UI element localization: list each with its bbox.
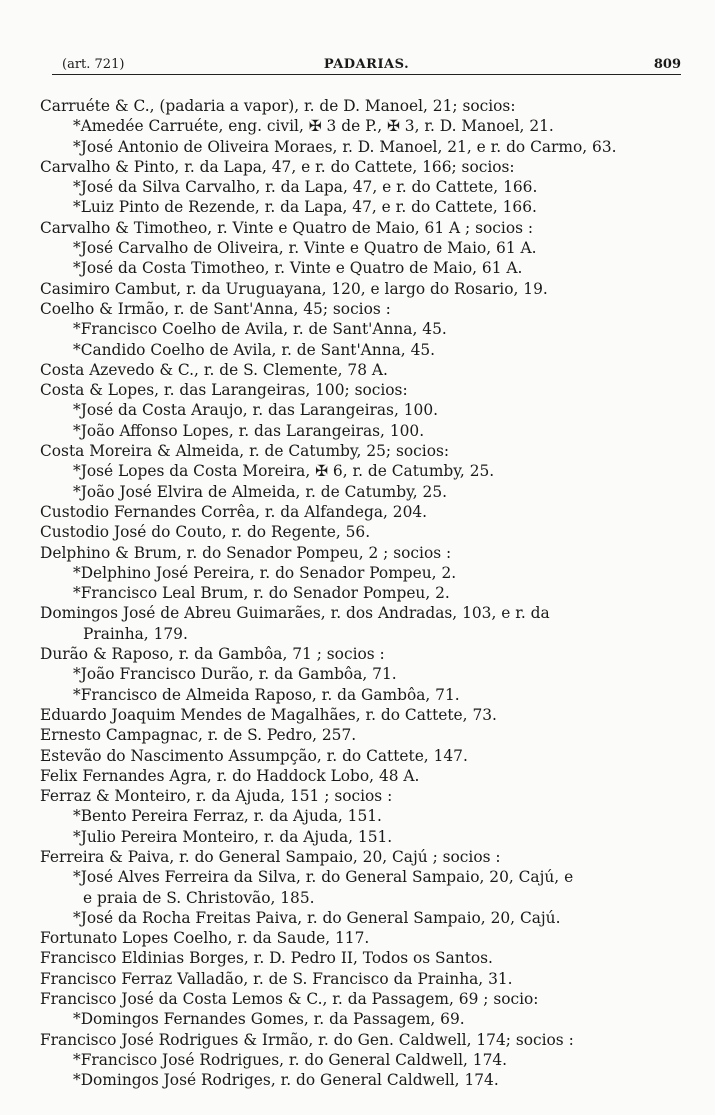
entry-detail-line: *Francisco José Rodrigues, r. do General Caldwell, 174. (73, 1050, 508, 1069)
entry-detail-line: *João Affonso Lopes, r. das Larangeiras, 100. (73, 421, 425, 440)
entry-detail-line: *José da Costa Araujo, r. das Larangeiras, 100. (73, 401, 439, 420)
entry-detail-line: *José da Rocha Freitas Paiva, r. do General Sampaio, 20, Cajú. (73, 908, 561, 927)
entry-detail-line: *Amedée Carruéte, eng. civil, ✠ 3 de P., ✠ 3, r. D. Manoel, 21. (73, 117, 554, 136)
entry-line: Costa Moreira & Almeida, r. de Catumby, 25; socios: (40, 442, 450, 461)
entry-line: Felix Fernandes Agra, r. do Haddock Lobo, 48 A. (40, 766, 420, 785)
entry-detail-line: *Luiz Pinto de Rezende, r. da Lapa, 47, e r. do Cattete, 166. (73, 198, 537, 217)
entry-detail-line: *João Francisco Durão, r. da Gambôa, 71. (73, 665, 397, 684)
entry-line: Domingos José de Abreu Guimarães, r. dos Andradas, 103, e r. da (40, 604, 550, 623)
entry-line: Costa Azevedo & C., r. de S. Clemente, 78 A. (40, 360, 388, 379)
entry-detail-line: *José da Silva Carvalho, r. da Lapa, 47, e r. do Cattete, 166. (73, 178, 538, 197)
entry-detail-line: *José Alves Ferreira da Silva, r. do General Sampaio, 20, Cajú, e (73, 868, 574, 887)
page-number: 809 (653, 57, 681, 72)
entry-line: Carvalho & Timotheo, r. Vinte e Quatro de Maio, 61 A ; socios : (40, 218, 534, 237)
entry-detail-line: *João José Elvira de Almeida, r. de Catumby, 25. (73, 482, 448, 501)
article-reference: (art. 721) (62, 57, 125, 72)
entry-detail-line: *Francisco de Almeida Raposo, r. da Gambôa, 71. (73, 685, 460, 704)
entry-detail-line: *Domingos Fernandes Gomes, r. da Passagem, 69. (73, 1010, 465, 1029)
entry-line: Coelho & Irmão, r. de Sant'Anna, 45; socios : (40, 299, 391, 318)
entry-line: Estevão do Nascimento Assumpção, r. do Cattete, 147. (40, 746, 468, 765)
entry-line: Eduardo Joaquim Mendes de Magalhães, r. do Cattete, 73. (40, 705, 497, 724)
entry-line: Fortunato Lopes Coelho, r. da Saude, 117. (40, 929, 370, 948)
entry-line: Carvalho & Pinto, r. da Lapa, 47, e r. do Cattete, 166; socios: (40, 157, 515, 176)
entry-line: Francisco Ferraz Valladão, r. de S. Francisco da Prainha, 31. (40, 969, 513, 988)
entry-line: Casimiro Cambut, r. da Uruguayana, 120, e largo do Rosario, 19. (40, 279, 548, 298)
running-header (52, 52, 681, 75)
entry-detail-line: *Francisco Leal Brum, r. do Senador Pompeu, 2. (73, 584, 450, 603)
entry-line: Ferreira & Paiva, r. do General Sampaio, 20, Cajú ; socios : (40, 847, 501, 866)
entry-detail-line: *Francisco Coelho de Avila, r. de Sant'Anna, 45. (73, 320, 447, 339)
entry-line: Custodio Fernandes Corrêa, r. da Alfandega, 204. (40, 502, 428, 521)
entry-detail-line: *José Antonio de Oliveira Moraes, r. D. Manoel, 21, e r. do Carmo, 63. (73, 137, 617, 156)
entry-line: Ernesto Campagnac, r. de S. Pedro, 257. (40, 726, 357, 745)
entry-line: Delphino & Brum, r. do Senador Pompeu, 2 ; socios : (40, 543, 452, 562)
entry-line: Francisco José da Costa Lemos & C., r. da Passagem, 69 ; socio: (40, 990, 539, 1009)
entry-detail-line: e praia de S. Christovão, 185. (83, 888, 315, 907)
entry-line: Carruéte & C., (padaria a vapor), r. de D. Manoel, 21; socios: (40, 97, 516, 115)
entry-detail-line: *Julio Pereira Monteiro, r. da Ajuda, 151. (73, 827, 393, 846)
entry-detail-line: *José Carvalho de Oliveira, r. Vinte e Quatro de Maio, 61 A. (73, 239, 537, 258)
entry-detail-line: *José da Costa Timotheo, r. Vinte e Quatro de Maio, 61 A. (73, 259, 523, 278)
entry-line: Ferraz & Monteiro, r. da Ajuda, 151 ; socios : (40, 787, 393, 806)
directory-entries (40, 96, 679, 1091)
entry-detail-line: *Bento Pereira Ferraz, r. da Ajuda, 151. (73, 807, 382, 826)
entry-detail-line: *Delphino José Pereira, r. do Senador Pompeu, 2. (73, 563, 457, 582)
entry-line: Durão & Raposo, r. da Gambôa, 71 ; socios : (40, 645, 385, 664)
section-title: PADARIAS. (323, 57, 410, 72)
entry-detail-line: *Candido Coelho de Avila, r. de Sant'Anna, 45. (73, 340, 436, 359)
entry-line: Francisco Eldinias Borges, r. D. Pedro II, Todos os Santos. (40, 949, 493, 968)
entry-detail-line: Prainha, 179. (83, 624, 188, 643)
entry-line: Custodio José do Couto, r. do Regente, 56. (40, 523, 371, 542)
entry-detail-line: *Domingos José Rodriges, r. do General Caldwell, 174. (73, 1071, 499, 1090)
entry-line: Francisco José Rodrigues & Irmão, r. do Gen. Caldwell, 174; socios : (40, 1030, 574, 1049)
entry-line: Costa & Lopes, r. das Larangeiras, 100; socios: (40, 381, 408, 400)
entry-detail-line: *José Lopes da Costa Moreira, ✠ 6, r. de Catumby, 25. (73, 462, 495, 481)
